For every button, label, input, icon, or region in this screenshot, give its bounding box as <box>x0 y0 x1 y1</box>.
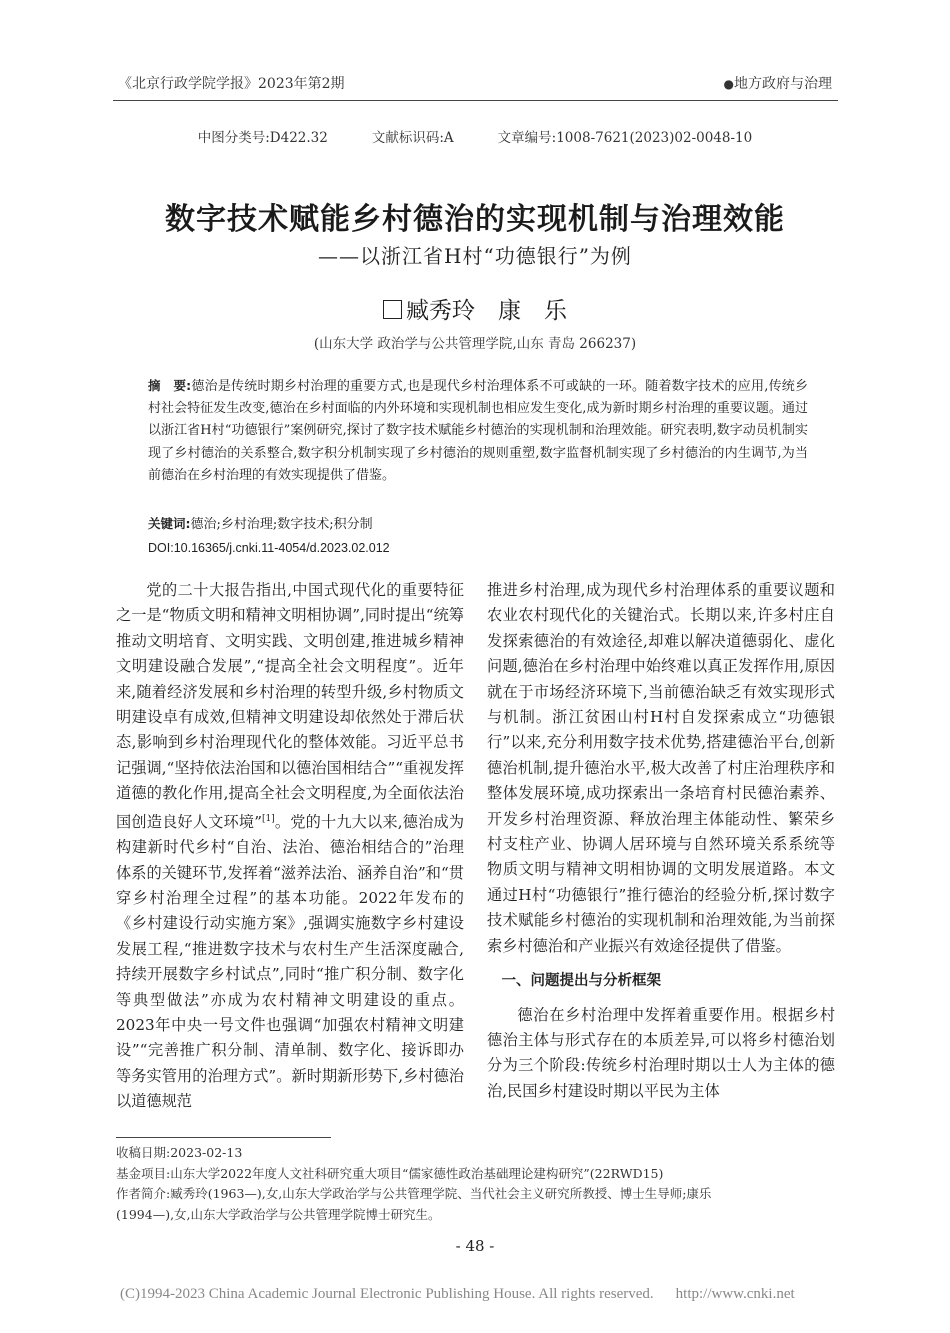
body-column-right <box>487 578 835 1104</box>
clc-number: 中图分类号:D422.32 <box>197 130 328 146</box>
copyright-line <box>120 1286 795 1303</box>
fund-info: 基金项目:山东大学2022年度人文社科研究重大项目“儒家德性政治基础理论建构研究”(22RWD15) <box>116 1165 664 1181</box>
article-number: 文章编号:1008-7621(2023)02-0048-10 <box>497 130 753 146</box>
body-column-left <box>116 578 464 1115</box>
footnote-divider <box>116 1137 331 1138</box>
bullet-icon: ● <box>723 77 734 91</box>
reference-marker[interactable]: [1] <box>261 813 275 824</box>
column-header <box>724 73 832 93</box>
page-number: - 48 - <box>455 1237 495 1255</box>
section-heading: 一、问题提出与分析框架 <box>501 973 661 990</box>
keywords-label: 关键词: <box>148 516 191 531</box>
author-bio: 作者简介:臧秀玲(1963—),女,山东大学政治学与公共管理学院、当代社会主义研究所教授、博士生导师;康乐 <box>116 1186 712 1201</box>
received-date: 收稿日期:2023-02-13 <box>116 1145 243 1160</box>
author-bio-cont: (1994—),女,山东大学政治学与公共管理学院博士研究生。 <box>116 1206 441 1222</box>
keywords <box>148 513 808 532</box>
article-subtitle: ——以浙江省H村“功德银行”为例 <box>318 244 632 268</box>
copyright-text: (C)1994-2023 China Academic Journal Electronic Publishing House. All rights reserved. <box>120 1286 654 1302</box>
journal-header: 《北京行政学院学报》2023年第2期 <box>118 76 345 92</box>
doc-code: 文献标识码:A <box>371 130 454 146</box>
author-names: 臧秀玲 康 乐 <box>406 298 567 324</box>
doi: DOI:10.16365/j.cnki.11-4054/d.2023.02.012 <box>148 541 390 555</box>
abstract-text: 德治是传统时期乡村治理的重要方式,也是现代乡村治理体系不可或缺的一环。随着数字技术的应用,传统乡村社会特征发生改变,德治在乡村面临的内外环境和实现机制也相应发生变化,成为新时期乡村治理的重要议题。通过以浙江省H村“功德银行”案例研究,探讨了数字技术赋能乡村德治的实现机制和治理效能。研究表明,数字动员机制实现了乡村德治的关系整合,数字积分机制实现了乡村德治的规则重塑,数字监督机制实现了乡村德治的内生调节,为当前德治在乡村治理的有效实现提供了借鉴。 <box>148 379 809 483</box>
authors <box>0 292 950 325</box>
cnki-link[interactable]: http://www.cnki.net <box>675 1286 795 1302</box>
square-icon <box>383 300 402 319</box>
footnotes <box>116 1143 838 1225</box>
affiliation: (山东大学 政治学与公共管理学院,山东 青岛 266237) <box>313 336 637 352</box>
abstract-label: 摘 要: <box>148 378 192 393</box>
header-divider <box>113 100 838 101</box>
keywords-text: 德治;乡村治理;数字技术;积分制 <box>190 517 373 532</box>
article-meta <box>0 126 950 146</box>
body-paragraph: 德治在乡村治理中发挥着重要作用。根据乡村德治主体与形式存在的本质差异,可以将乡村德治划分为三个阶段:传统乡村治理时期以士人为主体的德治,民国乡村建设时期以平民为主体 <box>487 1005 835 1100</box>
body-paragraph: 推进乡村治理,成为现代乡村治理体系的重要议题和农业农村现代化的关键治式。长期以来,许多村庄自发探索德治的有效途径,却难以解决道德弱化、虚化问题,德治在乡村治理中始终难以真正发挥作用,原因就在于市场经济环境下,当前德治缺乏有效实现形式与机制。浙江贫困山村H村自发探索成立“功德银行”以来,充分利用数字技术优势,搭建德治平台,创新德治机制,提升德治水平,极大改善了村庄治理秩序和整体发展环境,成功探索出一条培育村民德治素养、开发乡村治理资源、释放治理主体能动性、繁荣乡村支柱产业、协调人居环境与自然环境关系系统等物质文明与精神文明相协调的文明发展道路。本文通过H村“功德银行”推行德治的经验分析,探讨数字技术赋能乡村德治的实现机制和治理效能,为当前探索乡村德治和产业振兴有效途径提供了借鉴。 <box>487 581 835 955</box>
abstract <box>148 375 808 487</box>
article-title: 数字技术赋能乡村德治的实现机制与治理效能 <box>165 202 785 237</box>
body-paragraph: 党的二十大报告指出,中国式现代化的重要特征之一是“物质文明和精神文明相协调”,同时提出“统筹推动文明培育、文明实践、文明创建,推进城乡精神文明建设融合发展”,“提高全社会文明程度”。近年来,随着经济发展和乡村治理的转型升级,乡村物质文明建设卓有成效,但精神文明建设却依然处于滞后状态,影响到乡村治理现代化的整体效能。习近平总书记强调,“坚持依法治国和以德治国相结合”“重视发挥道德的教化作用,提高全社会文明程度,为全面依法治国创造良好人文环境”[1]。党的十九大以来,德治成为构建新时代乡村“自治、法治、德治相结合的”治理体系的关键环节,发挥着“滋养法治、涵养自治”和“贯穿乡村治理全过程”的基本功能。2022年发布的《乡村建设行动实施方案》,强调实施数字乡村建设发展工程,“推进数字技术与农村生产生活深度融合,持续开展数字乡村试点”,同时“推广积分制、数字化等典型做法”亦成为农村精神文明建设的重点。2023年中央一号文件也强调“加强农村精神文明建设”“完善推广积分制、清单制、数字化、接诉即办等务实管用的治理方式”。新时期新形势下,乡村德治以道德规范 <box>116 581 465 1111</box>
column-name: 地方政府与治理 <box>734 76 832 92</box>
